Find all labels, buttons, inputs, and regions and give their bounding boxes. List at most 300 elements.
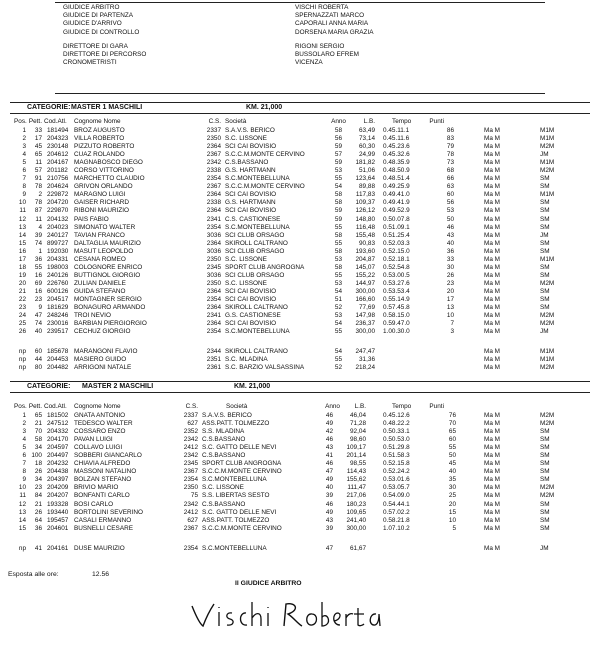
cell-class: Ma M [484,255,500,263]
cell-cod: 201182 [47,167,68,175]
cell-lb: 109,17 [346,444,366,452]
cell-name: VILLA ROBERTO [74,135,125,143]
cell-pos: 5 [22,444,26,452]
cell-cod: 600126 [47,287,69,295]
cell-lb: 46,04 [350,412,366,419]
cell-pett: 57 [34,167,42,175]
cell-soc: S.C. GATTO DELLE NEVI [202,508,277,516]
cell-cat: SM [540,239,550,247]
cell-punti: 53 [446,207,454,215]
table-row [0,545,600,553]
cell-pos: 7 [22,175,26,183]
cell-cat: SM [540,247,550,255]
cell-cs: 3036 [206,247,221,255]
cell-cod: 204612 [47,151,69,159]
cell-pos: 9 [22,476,26,484]
cell-cod: 210756 [47,175,69,183]
official-role: GIUDICE D'ARRIVO [63,20,122,28]
cell-punti: 5 [452,524,456,532]
cell-pett: 9 [38,304,42,312]
cell-pos: 4 [22,436,26,444]
cell-pett: 21 [34,500,42,508]
cell-cat: M1M [540,127,555,134]
table-row [0,272,600,280]
cell-pos: np [18,364,26,372]
cell-name: COSSARO ENZO [74,428,126,436]
cell-punti: 45 [448,460,456,468]
cell-soc: SCI CAI BOVISIO [225,191,277,199]
cell-name: BORTOLINI SEVERINO [74,508,144,516]
cell-pett: 80 [34,364,42,372]
cell-name: MASSONI NATALINO [74,468,137,476]
cell-cod: 204207 [47,492,69,500]
cell-cat: M2M [540,279,555,287]
category-1-bar [10,102,590,114]
cell-class: Ma M [484,356,500,364]
cell-punti: 10 [448,516,456,524]
cell-name: MONTAGNER SERGIO [74,295,142,303]
cell-class: Ma M [484,207,500,215]
cell-pett: 40 [34,328,42,336]
cell-anno: 49 [325,420,333,428]
cell-anno: 49 [325,508,333,516]
cell-class: Ma M [484,412,500,419]
cell-anno: 58 [334,127,342,134]
cell-soc: ASS.PATT. TOLMEZZO [202,516,270,524]
cell-class: Ma M [484,524,500,532]
cell-pett: 60 [34,348,42,355]
cell-punti: 76 [448,412,456,419]
category-distance: KM. 21,000 [234,383,271,390]
cell-cs: 2341 [206,215,221,223]
cell-name: PAVAN LUIGI [74,436,113,444]
official-name: RIGONI SERGIO [295,42,345,50]
cell-lb: 218,24 [355,364,375,372]
cell-pett: 41 [34,545,42,552]
cell-pett: 55 [34,263,42,271]
table-row [0,288,600,296]
cell-pett: 39 [34,231,42,239]
cell-anno: 55 [334,239,342,247]
cell-pos: 8 [22,183,26,191]
cell-tempo: 0.52.18.1 [383,255,410,263]
cell-cat: M2M [540,484,555,492]
cell-lb: 61,67 [350,545,366,552]
col-anno: Anno [325,403,340,410]
cell-cod: 229870 [47,207,69,215]
official-name: DORSENA MARIA GRAZIA [295,28,374,36]
cell-punti: 63 [446,183,454,191]
cell-pett: 11 [35,215,42,223]
cell-tempo: 0.57.45.8 [383,304,410,312]
cell-pett: 23 [34,295,42,303]
cell-cat: SM [540,183,550,191]
cell-pos: 15 [18,239,26,247]
cell-anno: 46 [325,436,333,444]
cell-cs: 2364 [206,239,221,247]
cell-pett: 70 [34,428,42,436]
cell-tempo: 0.52.03.3 [383,239,410,247]
cell-cod: 899727 [47,239,69,247]
cell-class: Ma M [484,271,500,279]
table-row [0,167,600,175]
cell-cod: 240126 [47,271,69,279]
cell-lb: 241,40 [346,516,366,524]
cell-anno: 47 [325,468,333,476]
cell-tempo: 0.52.54.8 [383,263,410,271]
cell-anno: 59 [334,207,342,215]
cell-class: Ma M [484,279,500,287]
cell-cs: 2361 [206,364,221,372]
cell-cat: SM [540,223,550,231]
official-row [55,12,545,20]
cell-anno: 55 [334,175,342,183]
cell-soc: S.C. LISSONE [225,255,267,263]
cell-tempo: 1.07.10.2 [383,524,410,532]
cell-pett: 26 [34,508,42,516]
cell-pos: np [18,348,26,355]
cell-anno: 43 [325,516,333,524]
cell-pos: 16 [18,247,26,255]
cell-name: ARRIGONI NATALE [74,364,132,372]
table-row [0,517,600,525]
cell-anno: 55 [334,271,342,279]
cell-pos: 4 [22,151,26,159]
cell-class: Ma M [484,428,500,436]
cell-cs: 75 [190,492,198,500]
cell-punti: 10 [446,312,454,320]
cell-tempo: 0.53.05.7 [383,484,410,492]
cell-pett: 87 [34,207,42,215]
table-row [0,240,600,248]
cell-cat: M2M [540,143,555,151]
table-row [0,356,600,364]
official-role: GIUDICE DI PARTENZA [63,12,134,20]
official-name: BUSSOLARO EFREM [295,51,359,59]
cell-pos: 22 [18,295,26,303]
cell-class: Ma M [484,545,500,552]
cell-soc: SPORT CLUB ANGROGNA [225,263,305,271]
table-row [0,304,600,312]
col-pett: Pett. [28,118,42,125]
cell-name: MARAGNO LUIGI [74,191,126,199]
cell-soc: G.S. CASTIONESE [225,312,281,320]
cell-lb: 51,06 [359,167,375,175]
cell-pett: 23 [34,484,42,492]
cell-anno: 47 [325,545,333,552]
cell-punti: 70 [448,420,456,428]
cell-lb: 300,00 [346,524,366,532]
cell-soc: SCI CLUB ORSAGO [225,231,285,239]
cell-pos: 12 [18,215,26,223]
cell-cs: 3036 [206,231,221,239]
judge-label: Il GIUDICE ARBITRO [235,580,302,587]
cell-cs: 2364 [206,304,221,312]
cell-cod: 230016 [47,320,69,328]
exposed-at-time: 12.56 [92,571,110,578]
cell-tempo: 0.49.52.9 [383,207,410,215]
cell-pos: 11 [19,492,26,500]
cell-soc: C.S.BASSANO [225,159,269,167]
cell-cat: SM [540,271,550,279]
cell-punti: 79 [446,143,454,151]
cell-tempo: 0.45.23.6 [383,143,410,151]
cell-cs: 2350 [206,279,221,287]
cell-name: CECHUZ GIORGIO [74,328,131,336]
cell-pos: 25 [18,320,26,328]
cell-cod: 229872 [47,191,69,199]
cell-lb: 109,37 [355,199,375,207]
cell-lb: 217,06 [346,492,366,500]
cell-tempo: 0.48.35.9 [383,159,410,167]
cell-cat: SM [540,295,550,303]
cell-name: GRIVON ORLANDO [74,183,133,191]
cell-cod: 204517 [47,295,69,303]
cell-pett: 45 [34,143,42,151]
cell-cs: 2354 [206,295,221,303]
cell-cs: 2342 [183,452,198,460]
cell-cs: 2364 [206,207,221,215]
cell-punti: 7 [450,320,454,328]
official-row [55,51,545,59]
cell-tempo: 0.49.41.0 [383,191,410,199]
table-row [0,183,600,191]
table-row [0,328,600,336]
cell-anno: 55 [334,356,342,364]
cell-lb: 123,64 [355,175,375,183]
cell-cs: 2344 [206,348,221,355]
cell-cod: 195457 [47,516,69,524]
cell-lb: 147,98 [355,312,375,320]
cell-anno: 54 [334,320,342,328]
category-name: MASTER 1 MASCHILI [71,104,143,111]
cell-cod: 185678 [47,348,69,355]
cell-punti: 46 [446,223,454,231]
cell-anno: 59 [334,143,342,151]
cell-cat: SM [540,199,550,207]
cell-soc: SKIROLL CALTRANO [225,348,288,355]
cell-class: Ma M [484,223,500,231]
cell-cat: SM [540,476,550,484]
table-row [0,525,600,533]
cell-pos: 10 [18,484,26,492]
cell-cat: M2M [540,412,555,419]
cell-cod: 204497 [47,452,69,460]
cell-name: BROZ AUGUSTO [74,127,125,134]
cell-name: MASUT LEOPOLDO [74,247,134,255]
cell-cod: 204482 [47,364,69,372]
official-name: VICENZA [295,59,323,67]
col-tempo: Tempo [392,403,412,410]
cell-cs: 2367 [183,468,198,476]
cell-punti: 55 [448,444,456,452]
cell-pos: 14 [18,231,26,239]
cell-cs: 2367 [206,183,221,191]
cell-lb: 148,80 [355,215,375,223]
cell-cs: 2350 [206,135,221,143]
cell-cs: 2354 [206,175,221,183]
cell-pos: 18 [18,263,26,271]
table-row [0,175,600,183]
cell-punti: 40 [448,468,456,476]
cell-pos: 2 [22,135,26,143]
cell-pos: np [18,545,26,552]
cell-class: Ma M [484,304,500,312]
cell-punti: 20 [448,500,456,508]
cell-anno: 57 [334,151,342,159]
cell-name: BOSI CARLO [74,500,114,508]
cell-soc: S.C.C.M.MONTE CERVINO [202,524,282,532]
cell-cat: M1M [540,159,555,167]
table-row [0,199,600,207]
cell-soc: S.A.V.S. BERICO [202,412,252,419]
cell-class: Ma M [484,484,500,492]
cell-tempo: 0.48.22.2 [383,420,410,428]
table-row [0,224,600,232]
cell-soc: SPORT CLUB ANGROGNA [202,460,282,468]
cell-lb: 155,48 [355,231,375,239]
cell-pos: 1 [22,127,26,134]
cell-lb: 126,12 [355,207,375,215]
cell-cat: SM [540,263,550,271]
cell-class: Ma M [484,159,500,167]
cell-cs: 2364 [206,191,221,199]
cell-anno: 55 [334,328,342,336]
cell-punti: 17 [446,295,454,303]
cell-cs: 2341 [206,312,221,320]
cell-cs: 2337 [183,412,198,419]
cell-tempo: 0.49.25.9 [383,183,410,191]
cell-tempo: 0.51.09.1 [383,223,410,231]
cell-name: GAISER RICHARD [74,199,130,207]
cell-class: Ma M [484,348,500,355]
cell-class: Ma M [484,452,500,460]
cell-pett: 100 [31,452,42,460]
cell-tempo: 0.52.24.2 [383,468,410,476]
cell-cod: 204167 [47,159,69,167]
table-row [0,468,600,476]
cell-name: TROI NEVIO [74,312,111,320]
cell-cs: 2345 [206,263,221,271]
cell-cs: 2354 [206,328,221,336]
table-row [0,248,600,256]
col-name: Cognome Nome [74,118,121,125]
cell-cat: SM [540,524,550,532]
cell-cat: SM [540,215,550,223]
cell-pett: 74 [34,239,42,247]
cell-tempo: 0.57.02.2 [383,508,410,516]
cell-cat: SM [540,468,550,476]
cell-name: BOLZAN STEFANO [74,476,132,484]
cell-punti: 40 [446,239,454,247]
cell-anno: 56 [334,135,342,143]
col-pos: Pos. [14,118,27,125]
col-punti: Punti [429,403,444,410]
cell-pos: 11 [19,207,26,215]
cell-anno: 53 [334,167,342,175]
cell-lb: 300,00 [355,328,375,336]
cell-cod: 204170 [47,436,69,444]
cell-pos: 13 [18,223,26,231]
officials-header [55,4,545,67]
category-2-bar [10,381,590,393]
cell-pos: 10 [18,199,26,207]
cell-punti: 73 [446,159,454,167]
cell-name: CESANA ROMEO [74,255,126,263]
cell-class: Ma M [484,500,500,508]
cell-punti: 78 [446,151,454,159]
cell-anno: 46 [325,500,333,508]
cell-pos: 13 [18,508,26,516]
col-pett: Pett. [28,403,42,410]
cell-lb: 193,60 [355,247,375,255]
official-role: GIUDICE ARBITRO [63,4,120,11]
cell-punti: 15 [448,508,456,516]
table-row [0,476,600,484]
cell-soc: C.S.BASSANO [202,500,246,508]
cell-lb: 114,43 [346,468,366,476]
table-row [0,428,600,436]
cell-pos: 17 [18,255,26,263]
cell-cs: 2354 [183,545,198,552]
cell-name: GNATA ANTONIO [74,412,126,419]
cell-cat: SM [540,516,550,524]
cell-anno: 46 [325,460,333,468]
cell-name: MARCHETTO CLAUDIO [74,175,145,183]
cell-name: ZULIAN DANIELE [74,279,126,287]
cell-lb: 60,30 [359,143,375,151]
cell-lb: 181,82 [355,159,375,167]
cell-cod: 181502 [47,412,69,419]
cell-cat: M2M [540,492,555,500]
cell-soc: S.C.C.M.MONTE CERVINO [225,151,305,159]
cell-name: BARBIAN PIERGIORGIO [74,320,147,328]
cell-cat: JM [540,231,549,239]
cell-class: Ma M [484,199,500,207]
cell-class: Ma M [484,312,500,320]
official-row [55,43,545,51]
cell-cod: 204397 [47,476,69,484]
category-name: MASTER 2 MASCHILI [82,383,154,390]
cell-anno: 54 [334,183,342,191]
cell-cat: SM [540,444,550,452]
cell-cat: JM [540,151,549,159]
cell-soc: S.C. GATTO DELLE NEVI [202,444,277,452]
cell-soc: SCI CAI BOVISIO [225,207,277,215]
cell-tempo: 0.45.32.6 [383,151,410,159]
cell-pos: 21 [18,287,26,295]
cell-soc: SCI CAI BOVISIO [225,295,277,303]
col-soc: Società [226,403,248,410]
cell-pos: 23 [18,304,26,312]
cell-tempo: 0.53.01.6 [383,476,410,484]
cell-pett: 47 [34,312,42,320]
cell-pett: 74 [34,320,42,328]
cell-cod: 204597 [47,444,69,452]
cell-cat: M1M [540,255,555,263]
cell-lb: 90,83 [359,239,375,247]
cell-tempo: 0.50.53.0 [383,436,410,444]
cell-cod: 204023 [47,223,69,231]
cell-name: BRIVIO MARIO [74,484,119,492]
cell-punti: 60 [448,436,456,444]
cell-tempo: 0.45.12.6 [383,412,410,419]
cell-pos: 3 [22,428,26,436]
cell-punti: 30 [446,263,454,271]
cell-anno: 53 [334,255,342,263]
cell-punti: 50 [448,452,456,460]
cell-anno: 59 [334,215,342,223]
